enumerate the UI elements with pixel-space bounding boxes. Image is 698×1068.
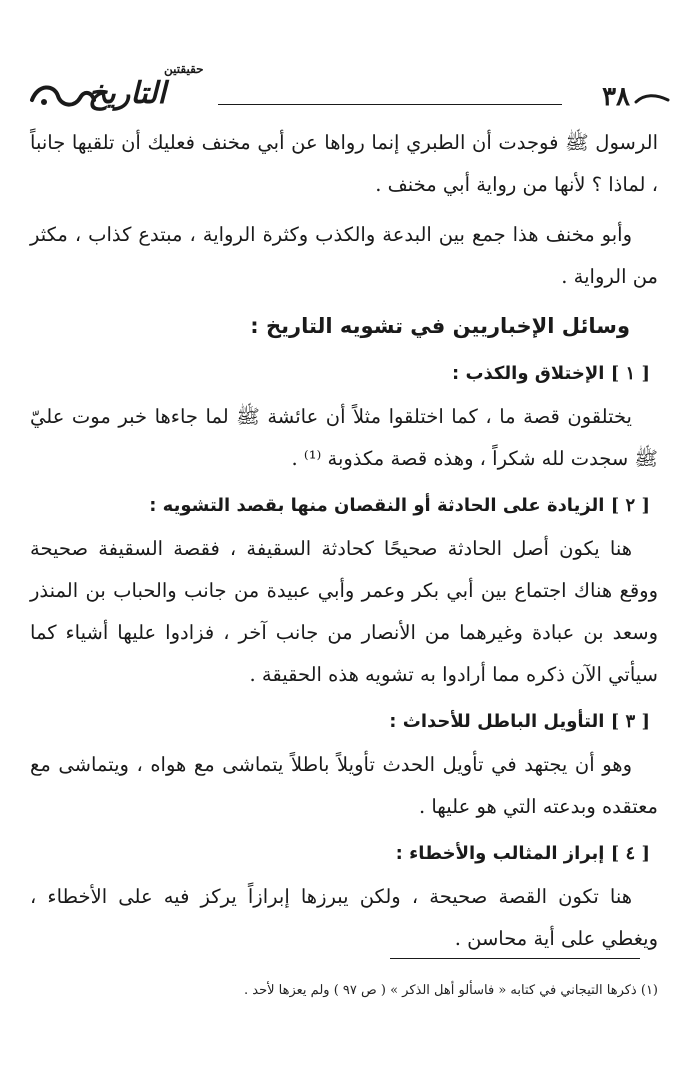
running-title-text: التاريخ bbox=[88, 76, 166, 111]
item-number: [ ٢ ] bbox=[610, 495, 650, 516]
item-number: [ ٤ ] bbox=[610, 843, 650, 864]
paragraph: وأبو مخنف هذا جمع بين البدعة والكذب وكثرة الرواية ، مبتدع كذاب ، مكثر من الرواية . bbox=[30, 223, 658, 288]
item-text: هنا يكون أصل الحادثة صحيحًا كحادثة السقيفة ، فقصة السقيفة صحيحة ووقع هناك اجتماع بين أبي بكر وعمر وأبي عبيدة من جانب والحباب بن المنذر وسعد بن عبادة وغيرهما من الأنصار من جانب آخر ، فزادوا عليها أشياء كما سيأتي الآن ذكره مما أرادوا به تشويه هذه الحقيقة . bbox=[30, 537, 658, 686]
running-title bbox=[28, 62, 218, 120]
section-heading: وسائل الإخباريين في تشويه التاريخ : bbox=[250, 314, 630, 338]
flourish-ornament-icon bbox=[28, 78, 98, 114]
running-title-small: حقيقتين bbox=[164, 62, 204, 76]
item-heading bbox=[30, 356, 658, 392]
item-title: التأويل الباطل للأحداث : bbox=[389, 711, 605, 732]
item-title: الإختلاق والكذب : bbox=[451, 363, 605, 384]
item-heading bbox=[30, 704, 658, 740]
footnote-rule bbox=[390, 958, 640, 959]
item-heading bbox=[30, 836, 658, 872]
footnote: (١) ذكرها التيجاني في كتابه « فاسألو أهل الذكر » ( ص ٩٧ ) ولم يعزها لأحد . bbox=[244, 983, 658, 998]
item-text: هنا تكون القصة صحيحة ، ولكن يبرزها إبرازاً يركز فيه على الأخطاء ، ويغطي على أية محاسن . bbox=[30, 885, 658, 950]
page-header bbox=[28, 62, 670, 120]
item-text: يختلقون قصة ما ، كما اختلقوا مثلاً أن عائشة ﷺ لما جاءها خبر موت عليّ ﷺ سجدت لله شكراً ، وهذه قصة مكذوبة ⁽¹⁾ . bbox=[30, 405, 658, 470]
item-number: [ ٣ ] bbox=[610, 711, 650, 732]
item-number: [ ١ ] bbox=[610, 363, 650, 384]
page-body bbox=[30, 122, 658, 968]
item-heading bbox=[30, 488, 658, 524]
header-rule bbox=[218, 104, 562, 105]
paragraph: الرسول ﷺ فوجدت أن الطبري إنما رواها عن أبي مخنف فعليك أن تلقيها جانباً ، لماذا ؟ لأنها من رواية أبي مخنف . bbox=[30, 131, 658, 196]
page-number: ٣٨ bbox=[602, 82, 630, 112]
item-title: إبراز المثالب والأخطاء : bbox=[395, 843, 605, 864]
item-title: الزيادة على الحادثة أو النقصان منها بقصد التشويه : bbox=[149, 495, 605, 516]
flourish-ornament-icon bbox=[634, 92, 670, 106]
item-text: وهو أن يجتهد في تأويل الحدث تأويلاً باطلاً يتماشى مع هواه ، ويتماشى مع معتقده وبدعته التي هو عليها . bbox=[30, 753, 658, 818]
